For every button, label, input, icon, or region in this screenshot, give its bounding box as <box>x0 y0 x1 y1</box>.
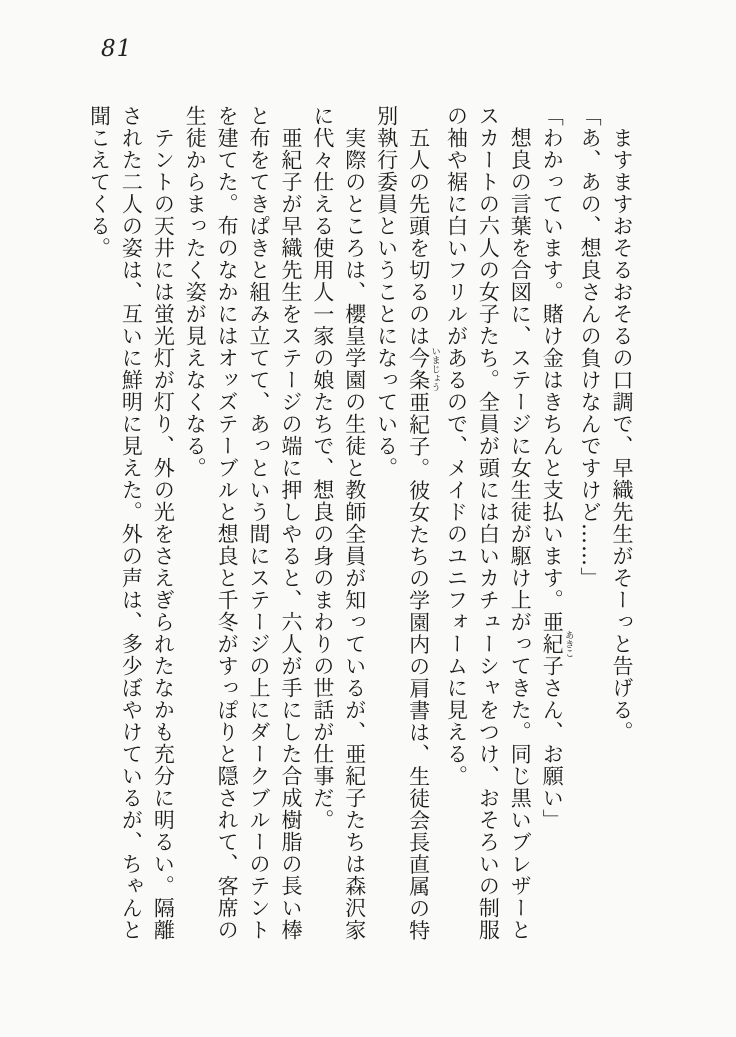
furigana-term: 今条 いまじょう <box>406 346 440 392</box>
paragraph: 「わかっています。賭け金はきちんと支払います。亜紀子 あきこさん、お願い」 <box>540 105 574 831</box>
furigana-term: 亜紀子 あきこ <box>540 611 574 677</box>
paragraph: 五人の先頭を切るのは今条 いまじょう亜紀子。彼女たちの学園内の肩書は、生徒会長直属の特別執行委員ということになっている。 <box>374 105 440 942</box>
paragraph: ますますおそるおそるの口調で、早織先生がそーっと告げる。 <box>610 127 634 743</box>
paragraph: 「あ、あの、想良さんの負けなんですけど……」 <box>578 105 603 589</box>
paragraph: 亜紀子が早織先生をステージの端に押しやると、六人が手にした合成樹脂の長い棒と布をてきぱきと組み立てて、あっという間にステージの上にダークブルーのテントを建てた。布のなかにはオッズテーブルと想良と千冬がすっぽりと隠されて、客席の生徒からまったく姿が見えなくなる。 <box>183 105 303 941</box>
page-number: 81 <box>101 36 133 62</box>
paragraph: 想良の言葉を合図に、ステージに女生徒が駆け上がってきた。同じ黒いブレザーとスカートの六人の女子たち。全員が頭には白いカチューシャをつけ、おそろいの制服の袖や裾に白いフリルがあるので、メイドのユニフォームに見える。 <box>444 105 533 941</box>
paragraph: テントの天井には蛍光灯が灯り、外の光をさえぎられたなかも充分に明るい。隔離された二人の姿は、互いに鮮明に見えた。外の声は、多少ぼやけているが、ちゃんと聞こえてくる。 <box>87 105 176 941</box>
paragraph: 実際のところは、櫻皇学園の生徒と教師全員が知っているが、亜紀子たちは森沢家に代々仕える使用人一家の娘たちで、想良の身のまわりの世話が仕事だ。 <box>310 105 367 941</box>
body-text <box>83 105 637 945</box>
